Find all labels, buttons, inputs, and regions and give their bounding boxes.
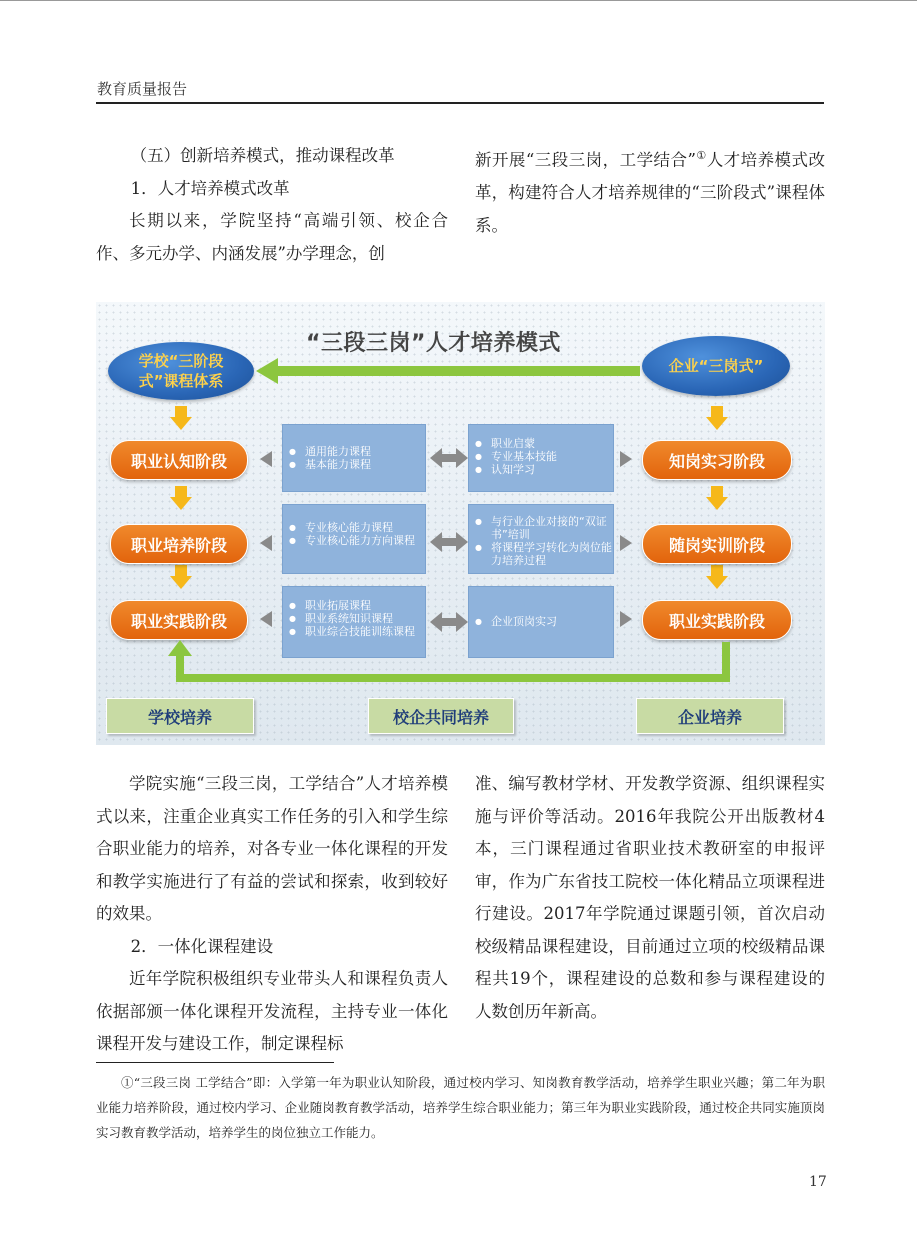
label-enterprise-training: 企业培养 (636, 698, 784, 734)
left-arrow-icon (260, 535, 272, 551)
training-model-diagram (96, 302, 825, 745)
up-arrow-icon (168, 640, 192, 656)
down-arrow-icon (170, 406, 192, 430)
enterprise-post-oval: 企业“三岗式” (642, 336, 790, 396)
left-column-bottom (96, 768, 448, 1061)
enterprise-training-box-3: ● 企业顶岗实习 (468, 586, 614, 658)
paragraph: 近年学院积极组织专业带头人和课程负责人依据部颁一体化课程开发流程，主持专业一体化课程开发与建设工作，制定课程标 (96, 969, 448, 1053)
left-arrow-icon (260, 451, 272, 467)
paragraph: 长期以来，学院坚持“高端引领、校企合作、多元办学、内涵发展”办学理念，创 (96, 211, 448, 263)
down-arrow-icon (706, 486, 728, 510)
footnote (96, 1070, 825, 1145)
paragraph: 准、编写教材学材、开发教学资源、组织课程实施与评价等活动。2016年我院公开出版教材4本，三门课程通过省职业技术教研室的申报评审，作为广东省技工院校一体化精品立项课程进行建设。2017年学院通过课题引领，首次启动校级精品课程建设，目前通过立项的校级精品课程共19个，课程建设的总数和参与课程建设的人数创历年新高。 (475, 774, 825, 1021)
diagram-title: “三段三岗”人才培养模式 (306, 331, 561, 356)
right-column-top (475, 140, 825, 242)
right-arrow-icon (620, 451, 632, 467)
down-arrow-icon (170, 565, 192, 589)
header-rule (96, 102, 824, 104)
bidirectional-arrow-icon (430, 612, 468, 632)
school-stage-3: 职业实践阶段 (110, 600, 248, 640)
school-course-system-oval: 学校“三阶段式”课程体系 (108, 342, 254, 400)
footnote-rule (96, 1062, 334, 1063)
left-arrow-icon (260, 611, 272, 627)
label-school-training: 学校培养 (106, 698, 254, 734)
right-arrow-icon (620, 535, 632, 551)
enterprise-training-box-1: ● 职业启蒙 ● 专业基本技能 ● 认知学习 (468, 424, 614, 492)
running-header: 教育质量报告 (97, 80, 188, 98)
paragraph-text: 人才培养模式改革，构建符合人才培养规律的“三阶段式”课程体系。 (475, 150, 825, 235)
enterprise-training-box-2: ● 与行业企业对接的“双证书”培训 ● 将课程学习转化为岗位能力培养过程 (468, 504, 614, 574)
paragraph: 学院实施“三段三岗，工学结合”人才培养模式以来，注重企业真实工作任务的引入和学生综合职业能力的培养，对各专业一体化课程的开发和教学实施进行了有益的尝试和探索，收到较好的效果。 (96, 774, 448, 923)
subsection-heading: 1．人才培养模式改革 (130, 178, 290, 198)
bidirectional-arrow-icon (430, 448, 468, 468)
enterprise-stage-2: 随岗实训阶段 (642, 524, 792, 564)
bottom-loop-line (722, 642, 730, 682)
bidirectional-arrow-icon (430, 532, 468, 552)
page-number: 17 (809, 1174, 827, 1190)
school-stage-1: 职业认知阶段 (110, 440, 248, 480)
down-arrow-icon (706, 406, 728, 430)
top-border (0, 0, 917, 1)
school-courses-box-2: ● 专业核心能力课程 ● 专业核心能力方向课程 (282, 504, 426, 574)
footnote-text: ①“三段三岗 工学结合”即：入学第一年为职业认知阶段，通过校内学习、知岗教育教学活动，培养学生职业兴趣；第二年为职业能力培养阶段，通过校内学习、企业随岗教育教学活动，培养学生综合职业能力；第三年为职业实践阶段，通过校企共同实施顶岗实习教育教学活动，培养学生的岗位独立工作能力。 (96, 1075, 825, 1140)
right-column-bottom (475, 768, 825, 1028)
subsection-heading: 2．一体化课程建设 (130, 936, 274, 956)
right-arrow-icon (620, 611, 632, 627)
top-arrow-shaft (276, 366, 640, 376)
down-arrow-icon (706, 565, 728, 589)
left-arrow-icon (256, 358, 278, 384)
enterprise-stage-1: 知岗实习阶段 (642, 440, 792, 480)
left-column-top (96, 140, 448, 270)
section-heading: （五）创新培养模式，推动课程改革 (130, 146, 395, 165)
enterprise-stage-3: 职业实践阶段 (642, 600, 792, 640)
school-stage-2: 职业培养阶段 (110, 524, 248, 564)
bottom-loop-line (176, 654, 184, 682)
bottom-loop-line (176, 674, 730, 682)
down-arrow-icon (170, 486, 192, 510)
paragraph-text: 新开展“三段三岗，工学结合” (475, 150, 696, 170)
school-courses-box-1: ● 通用能力课程 ● 基本能力课程 (282, 424, 426, 492)
school-courses-box-3: ● 职业拓展课程 ● 职业系统知识课程 ● 职业综合技能训练课程 (282, 586, 426, 658)
footnote-ref[interactable]: ① (695, 149, 707, 162)
label-joint-training: 校企共同培养 (368, 698, 514, 734)
